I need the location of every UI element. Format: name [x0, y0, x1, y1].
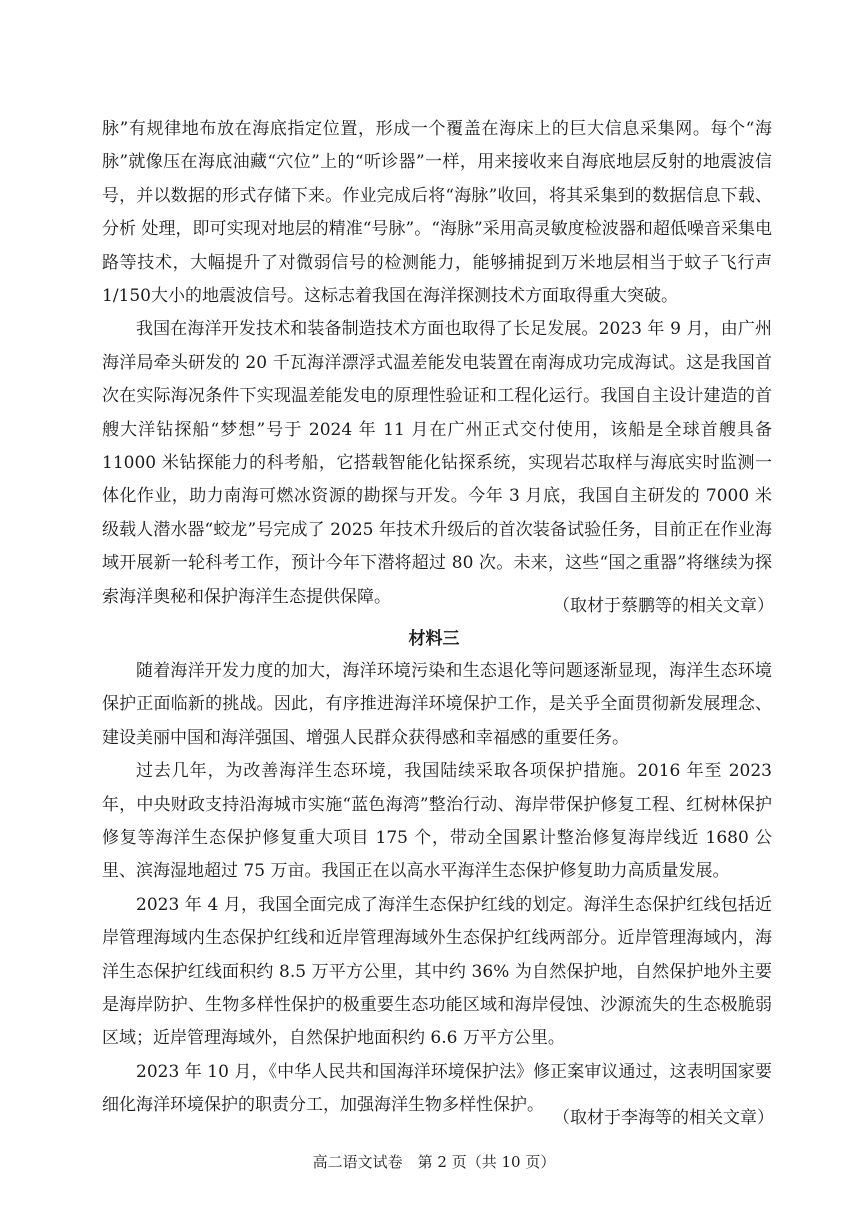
paragraph-red-line: 2023 年 4 月，我国全面完成了海洋生态保护红线的划定。海洋生态保护红线包括近岸管理海域内生态保护红线和近岸管理海域外生态保护红线两部分。近岸管理海域内，海洋生态保护红线面积约 8.5 万平方公里，其中约 36% 为自然保护地，自然保护地外主要是海岸防护、生物多样性保护的极重要生态功能区域和海岸侵蚀、沙源流失的生态极脆弱区域；近岸管理海域外，自然保护地面积约 6.6 万平方公里。 [102, 894, 772, 1049]
material-two-continued [102, 113, 772, 614]
paragraph-ocean-challenges: 随着海洋开发力度的加大，海洋环境污染和生态退化等问题逐渐显现，海洋生态环境保护正面临新的挑战。因此，有序推进海洋环境保护工作，是关乎全面贯彻新发展理念、建设美丽中国和海洋强国、增强人民群众获得感和幸福感的重要任务。 [102, 661, 772, 748]
paragraph-ocean-equipment: 我国在海洋开发技术和装备制造技术方面也取得了长足发展。2023 年 9 月，由广州海洋局牵头研发的 20 千瓦海洋漂浮式温差能发电装置在南海成功完成海试。这是我国首次在实际海况条件下实现温差能发电的原理性验证和工程化运行。我国自主设计建造的首艘大洋钻探船“梦想”号于 2024 年 11 月在广州正式交付使用，该船是全球首艘具备 11000 米钻探能力的科考船，它搭载智能化钻探系统，实现岩芯取样与海底实时监测一体化作业，助力南海可燃冰资源的勘探与开发。今年 3 月底，我国自主研发的 7000 米级载人潜水器“蛟龙”号完成了 2025 年技术升级后的首次装备试验任务，目前正在作业海域开展新一轮科考工作，预计今年下潜将超过 80 次。未来，这些“国之重器”将继续为探索海洋奥秘和保护海洋生态提供保障。 [102, 319, 772, 607]
paragraph-protection-measures: 过去几年，为改善海洋生态环境，我国陆续采取各项保护措施。2016 年至 2023 年，中央财政支持沿海城市实施“蓝色海湾”整治行动、海岸带保护修复工程、红树林保护修复等海洋生态保护修复重大项目 175 个，带动全国累计整治修复海岸线近 1680 公里、滨海湿地超过 75 万亩。我国正在以高水平海洋生态保护修复助力高质量发展。 [102, 761, 772, 882]
source-citation-li-hai: （取材于李海等的相关文章） [553, 1108, 774, 1128]
source-citation-cai-peng: （取材于蔡鹏等的相关文章） [553, 596, 774, 616]
page-footer: 高二语文试卷 第 2 页（共 10 页） [312, 1153, 556, 1171]
material-three-body [102, 655, 772, 1123]
section-title-material-three: 材料三 [408, 629, 460, 649]
paragraph-law-amendment: 2023 年 10 月，《中华人民共和国海洋环境保护法》修正案审议通过，这表明国家要细化海洋环境保护的职责分工，加强海洋生物多样性保护。 [102, 1061, 772, 1116]
paragraph-haimai-continued: 脉”有规律地布放在海底指定位置，形成一个覆盖在海床上的巨大信息采集网。每个“海脉”就像压在海底油藏“穴位”上的“听诊器”一样，用来接收来自海底地层反射的地震波信号，并以数据的形式存储下来。作业完成后将“海脉”收回，将其采集到的数据信息下载、分析 处理，即可实现对地层的精准“号脉”。“海脉”采用高灵敏度检波器和超低噪音采集电路等技术，大幅提升了对微弱信号的检测能力，能够捕捉到万米地层相当于蚊子飞行声1/150大小的地震波信号。这标志着我国在海洋探测技术方面取得重大突破。 [102, 119, 772, 307]
